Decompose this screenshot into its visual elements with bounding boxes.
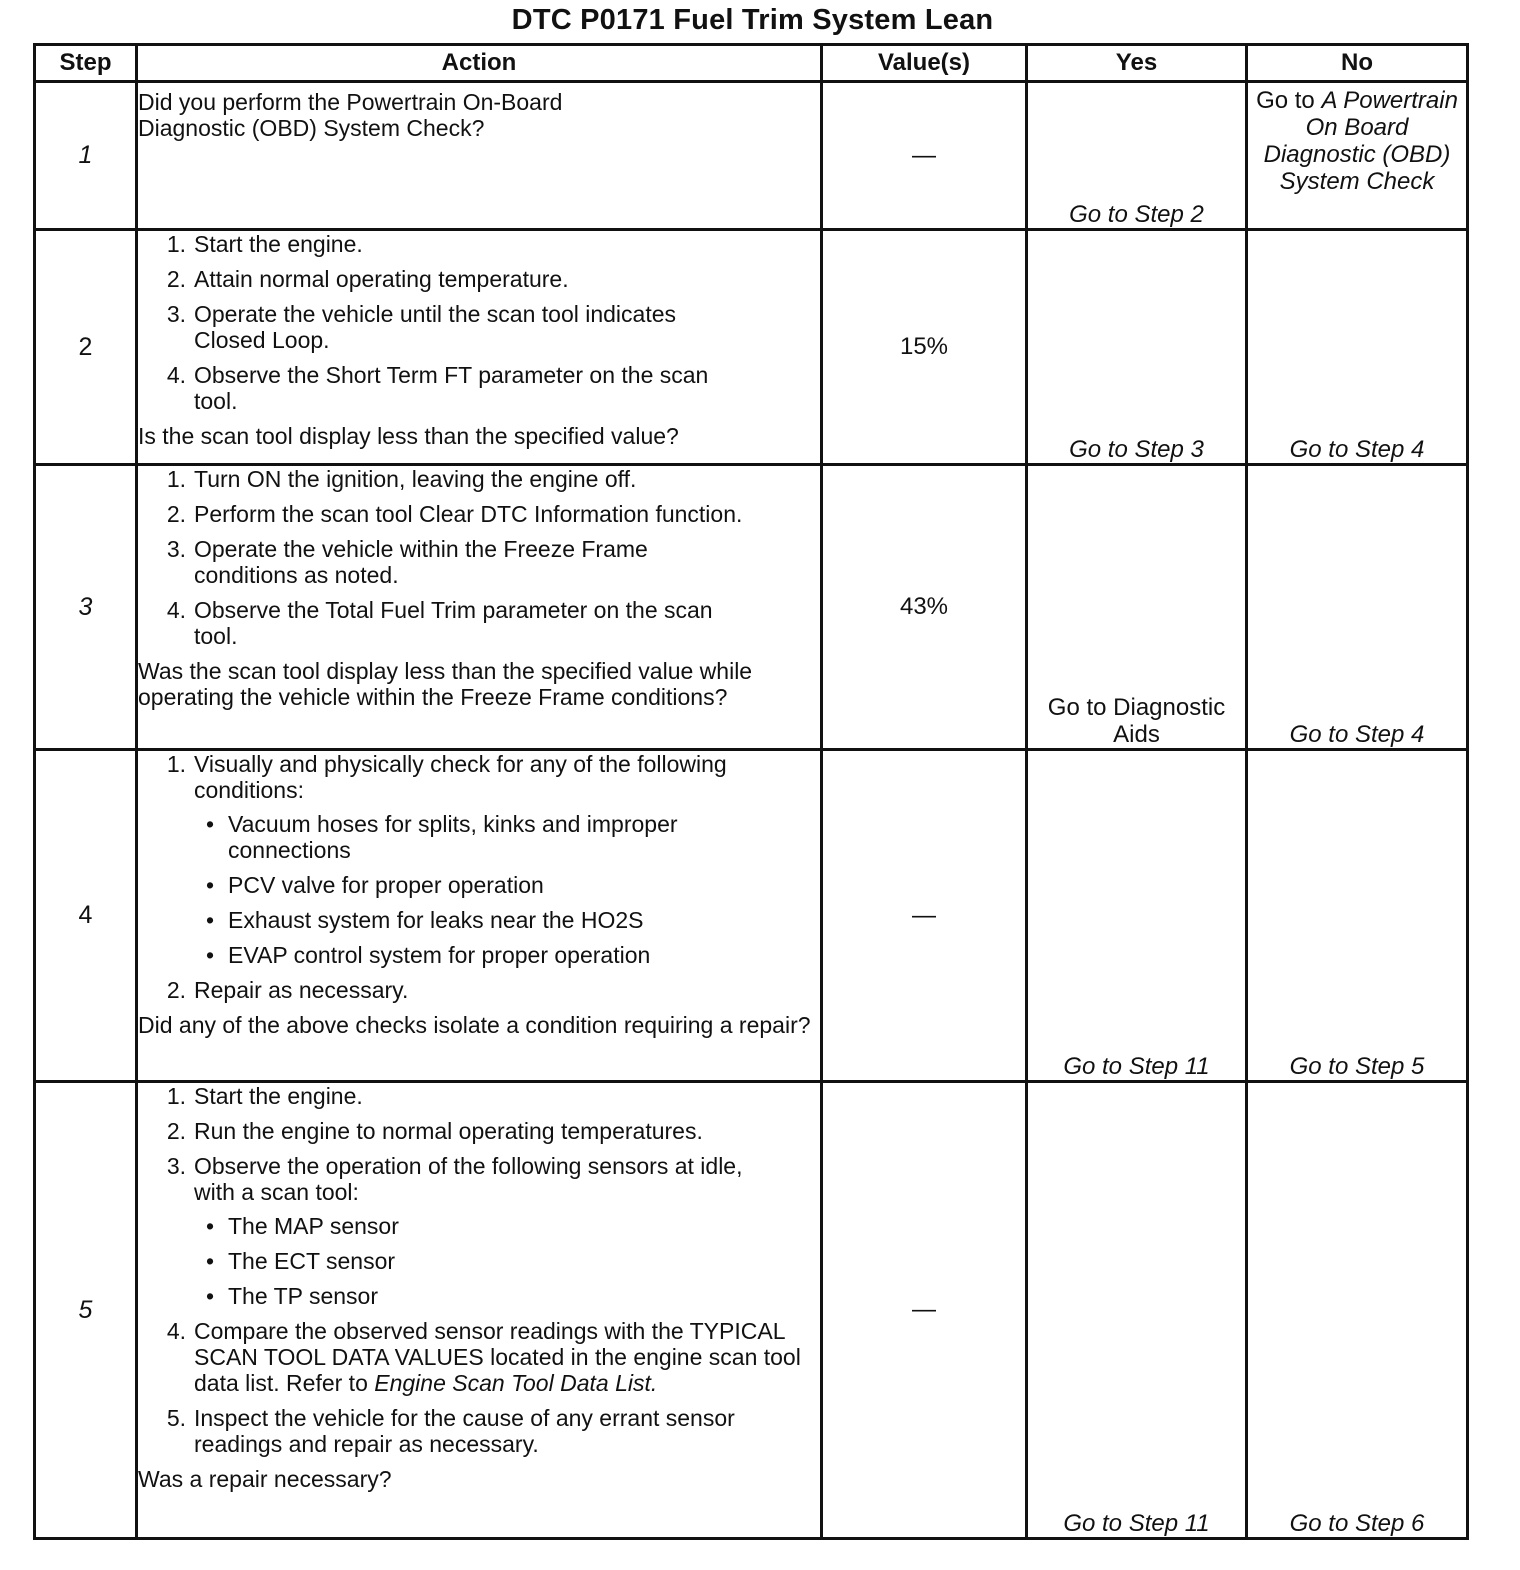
action-step: 1. Turn ON the ignition, leaving the engine off. — [166, 466, 637, 492]
step-number: 5 — [35, 1082, 137, 1539]
list-item: • EVAP control system for proper operation — [206, 942, 651, 968]
sensor-list — [194, 1213, 754, 1309]
action-step: 1. Start the engine. — [166, 231, 363, 257]
condition-list — [194, 811, 820, 968]
action-cell — [137, 750, 822, 1082]
table-row — [35, 465, 1468, 750]
action-cell — [137, 1082, 822, 1539]
table-row — [35, 82, 1468, 230]
no-reference: A Powertrain On Board Diagnostic (OBD) System Check — [1263, 87, 1458, 195]
table-row — [35, 230, 1468, 465]
list-item: • Vacuum hoses for splits, kinks and improper connections — [206, 811, 678, 863]
list-item: • PCV valve for proper operation — [206, 872, 544, 898]
action-step: 3. Operate the vehicle within the Freeze Frame conditions as noted. — [166, 536, 648, 588]
list-item: • Exhaust system for leaks near the HO2S — [206, 907, 644, 933]
action-step: 2. Perform the scan tool Clear DTC Information function. — [166, 501, 743, 527]
value-cell: — — [822, 1082, 1027, 1539]
no-cell: Go to Step 6 — [1247, 1082, 1468, 1539]
action-step: 2. Run the engine to normal operating temperatures. — [166, 1118, 703, 1144]
action-step: 1. Start the engine. — [166, 1083, 363, 1109]
header-values: Value(s) — [822, 45, 1027, 82]
yes-cell: Go to Diagnostic Aids — [1027, 465, 1247, 750]
header-step: Step — [35, 45, 137, 82]
action-step: 2. Repair as necessary. — [166, 977, 409, 1003]
list-item: • The TP sensor — [206, 1283, 379, 1309]
action-steps — [138, 466, 820, 649]
action-steps — [138, 1083, 820, 1457]
step-number: 1 — [35, 82, 137, 230]
action-question: Is the scan tool display less than the specified value? — [138, 423, 679, 449]
value-cell: — — [822, 750, 1027, 1082]
action-steps — [138, 751, 820, 1003]
action-cell — [137, 230, 822, 465]
yes-cell: Go to Step 11 — [1027, 750, 1247, 1082]
list-item: • The MAP sensor — [206, 1213, 399, 1239]
value-cell: 15% — [822, 230, 1027, 465]
header-action: Action — [137, 45, 822, 82]
value-cell: 43% — [822, 465, 1027, 750]
step-number: 2 — [35, 230, 137, 465]
header-yes: Yes — [1027, 45, 1247, 82]
no-cell: Go to Step 5 — [1247, 750, 1468, 1082]
yes-cell: Go to Step 2 — [1027, 82, 1247, 230]
action-step: 1. Visually and physically check for any of the following conditions: • Vacuum hoses for splits, kinks and improper connections • PCV valve for proper operation • Exhaust system for leaks near the HO2S • EVAP control system for proper operation — [158, 751, 820, 968]
action-question: Was the scan tool display less than the specified value while operating the vehicle within the Freeze Frame conditions? — [138, 658, 753, 710]
table-row — [35, 1082, 1468, 1539]
step-number: 4 — [35, 750, 137, 1082]
action-cell — [137, 82, 822, 230]
header-no: No — [1247, 45, 1468, 82]
page-title: DTC P0171 Fuel Trim System Lean — [511, 4, 994, 36]
action-question: Did any of the above checks isolate a condition requiring a repair? — [138, 1012, 811, 1038]
yes-cell: Go to Step 11 — [1027, 1082, 1247, 1539]
action-cell — [137, 465, 822, 750]
diagnostic-table — [33, 43, 1469, 1540]
table-row — [35, 750, 1468, 1082]
no-prefix: Go to — [1256, 87, 1322, 114]
value-cell: — — [822, 82, 1027, 230]
no-cell: Go to Step 4 — [1247, 465, 1468, 750]
action-step: 3. Observe the operation of the following sensors at idle, with a scan tool: • The MAP sensor • The ECT sensor • The TP sensor — [158, 1153, 754, 1309]
action-question: Was a repair necessary? — [138, 1466, 392, 1492]
list-item: • The ECT sensor — [206, 1248, 396, 1274]
action-steps — [138, 231, 820, 414]
action-step: 4. Observe the Short Term FT parameter on the scan tool. — [166, 362, 709, 414]
action-step: 4. Compare the observed sensor readings with the TYPICAL SCAN TOOL DATA VALUES located in the engine scan tool data list. Refer to Engine Scan Tool Data List. — [166, 1318, 801, 1396]
action-question: Did you perform the Powertrain On-Board Diagnostic (OBD) System Check? — [138, 89, 563, 141]
action-step: 2. Attain normal operating temperature. — [166, 266, 569, 292]
yes-cell: Go to Step 3 — [1027, 230, 1247, 465]
header-row — [35, 45, 1468, 82]
step-number: 3 — [35, 465, 137, 750]
reference-link: Engine Scan Tool Data List. — [374, 1370, 658, 1396]
no-cell — [1247, 82, 1468, 230]
action-step: 4. Observe the Total Fuel Trim parameter on the scan tool. — [166, 597, 713, 649]
action-step: 5. Inspect the vehicle for the cause of any errant sensor readings and repair as necessary. — [166, 1405, 735, 1457]
action-step: 3. Operate the vehicle until the scan tool indicates Closed Loop. — [166, 301, 677, 353]
no-cell: Go to Step 4 — [1247, 230, 1468, 465]
